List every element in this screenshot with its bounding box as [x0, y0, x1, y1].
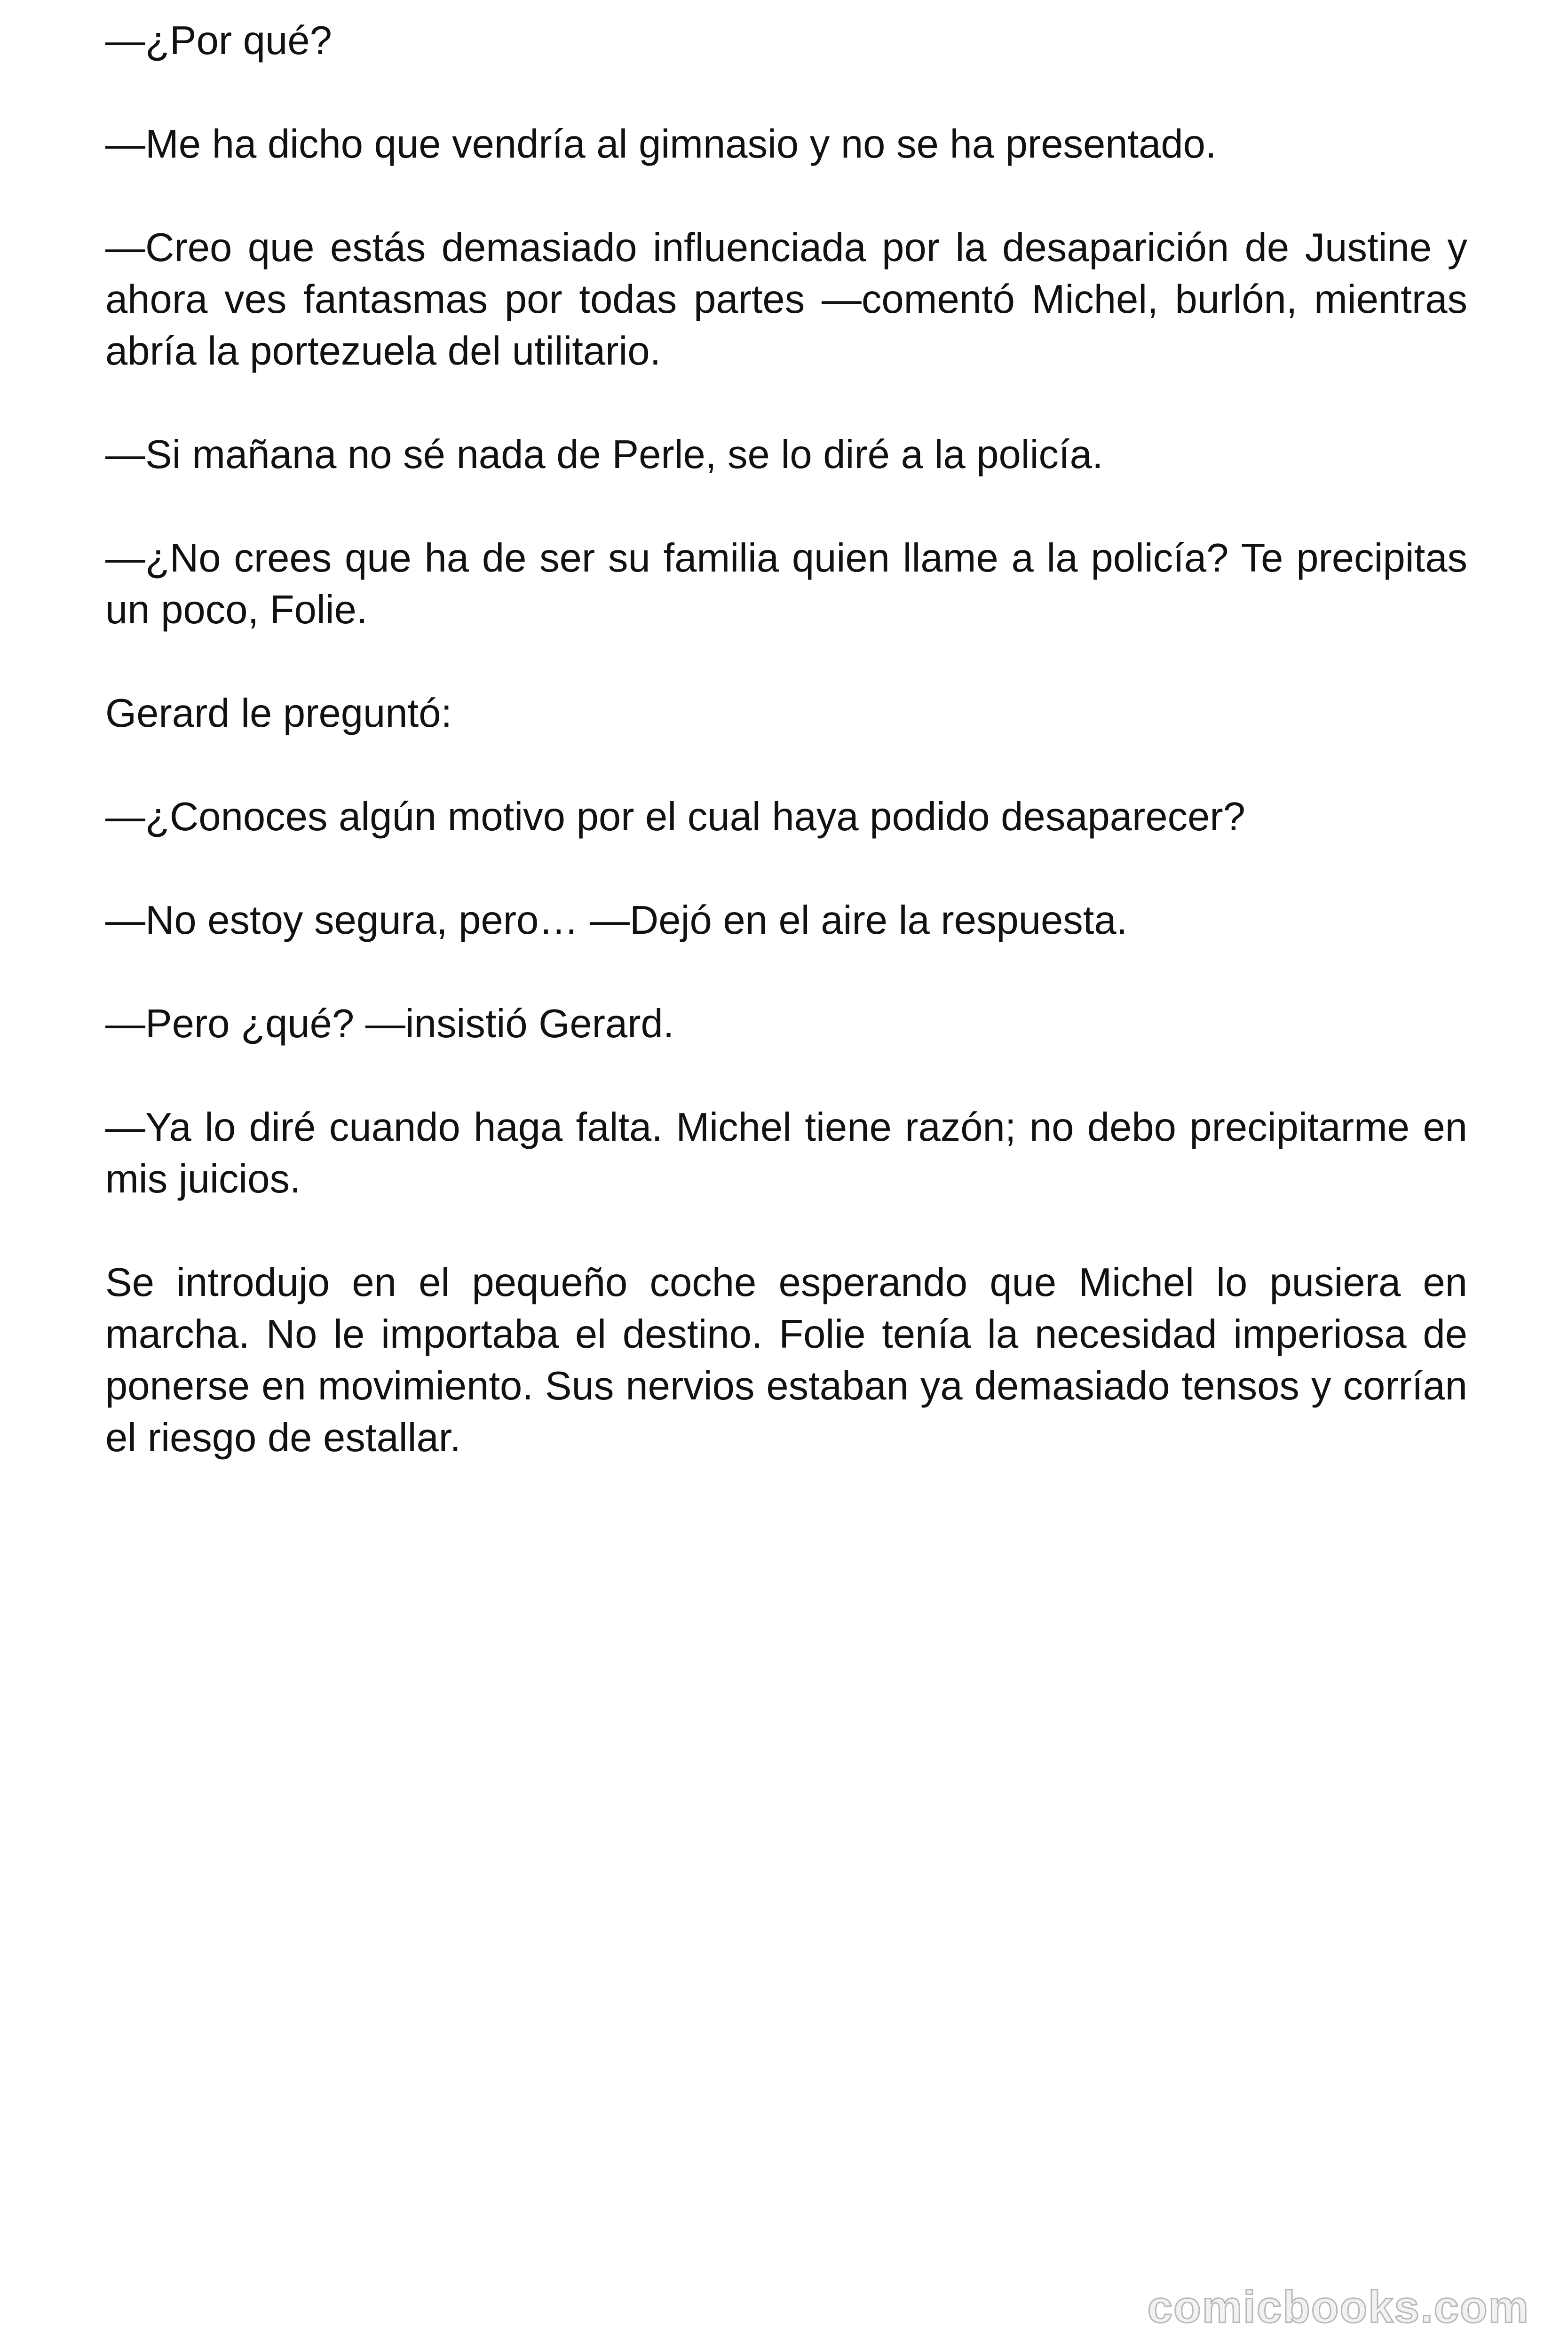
- paragraph: —Creo que estás demasiado influenciada por la desaparición de Justine y ahora ves fantasmas por todas partes —comentó Michel, burlón, mientras abría la portezuela del utilitario.: [105, 225, 1467, 373]
- paragraph: —¿No crees que ha de ser su familia quien llame a la policía? Te precipitas un poco, Folie.: [105, 536, 1467, 632]
- paragraph: —¿Por qué?: [105, 18, 332, 63]
- paragraph: —Ya lo diré cuando haga falta. Michel tiene razón; no debo precipitarme en mis juicios.: [105, 1105, 1467, 1201]
- paragraph: —No estoy segura, pero… —Dejó en el aire la respuesta.: [105, 898, 1128, 943]
- paragraph: —Me ha dicho que vendría al gimnasio y no se ha presentado.: [105, 122, 1217, 167]
- paragraph: —Pero ¿qué? —insistió Gerard.: [105, 1001, 674, 1046]
- paragraph: Gerard le preguntó:: [105, 691, 452, 736]
- paragraph: —Si mañana no sé nada de Perle, se lo diré a la policía.: [105, 432, 1103, 477]
- paragraph: Se introdujo en el pequeño coche esperando que Michel lo pusiera en marcha. No le importaba el destino. Folie tenía la necesidad imperiosa de ponerse en movimiento. Sus nervios estaban ya demasiado tensos y corrían el riesgo de estallar.: [105, 1260, 1467, 1460]
- watermark: comicbooks.com: [1147, 2282, 1529, 2332]
- paragraph: —¿Conoces algún motivo por el cual haya podido desaparecer?: [105, 795, 1245, 839]
- body-text: [105, 15, 1467, 1516]
